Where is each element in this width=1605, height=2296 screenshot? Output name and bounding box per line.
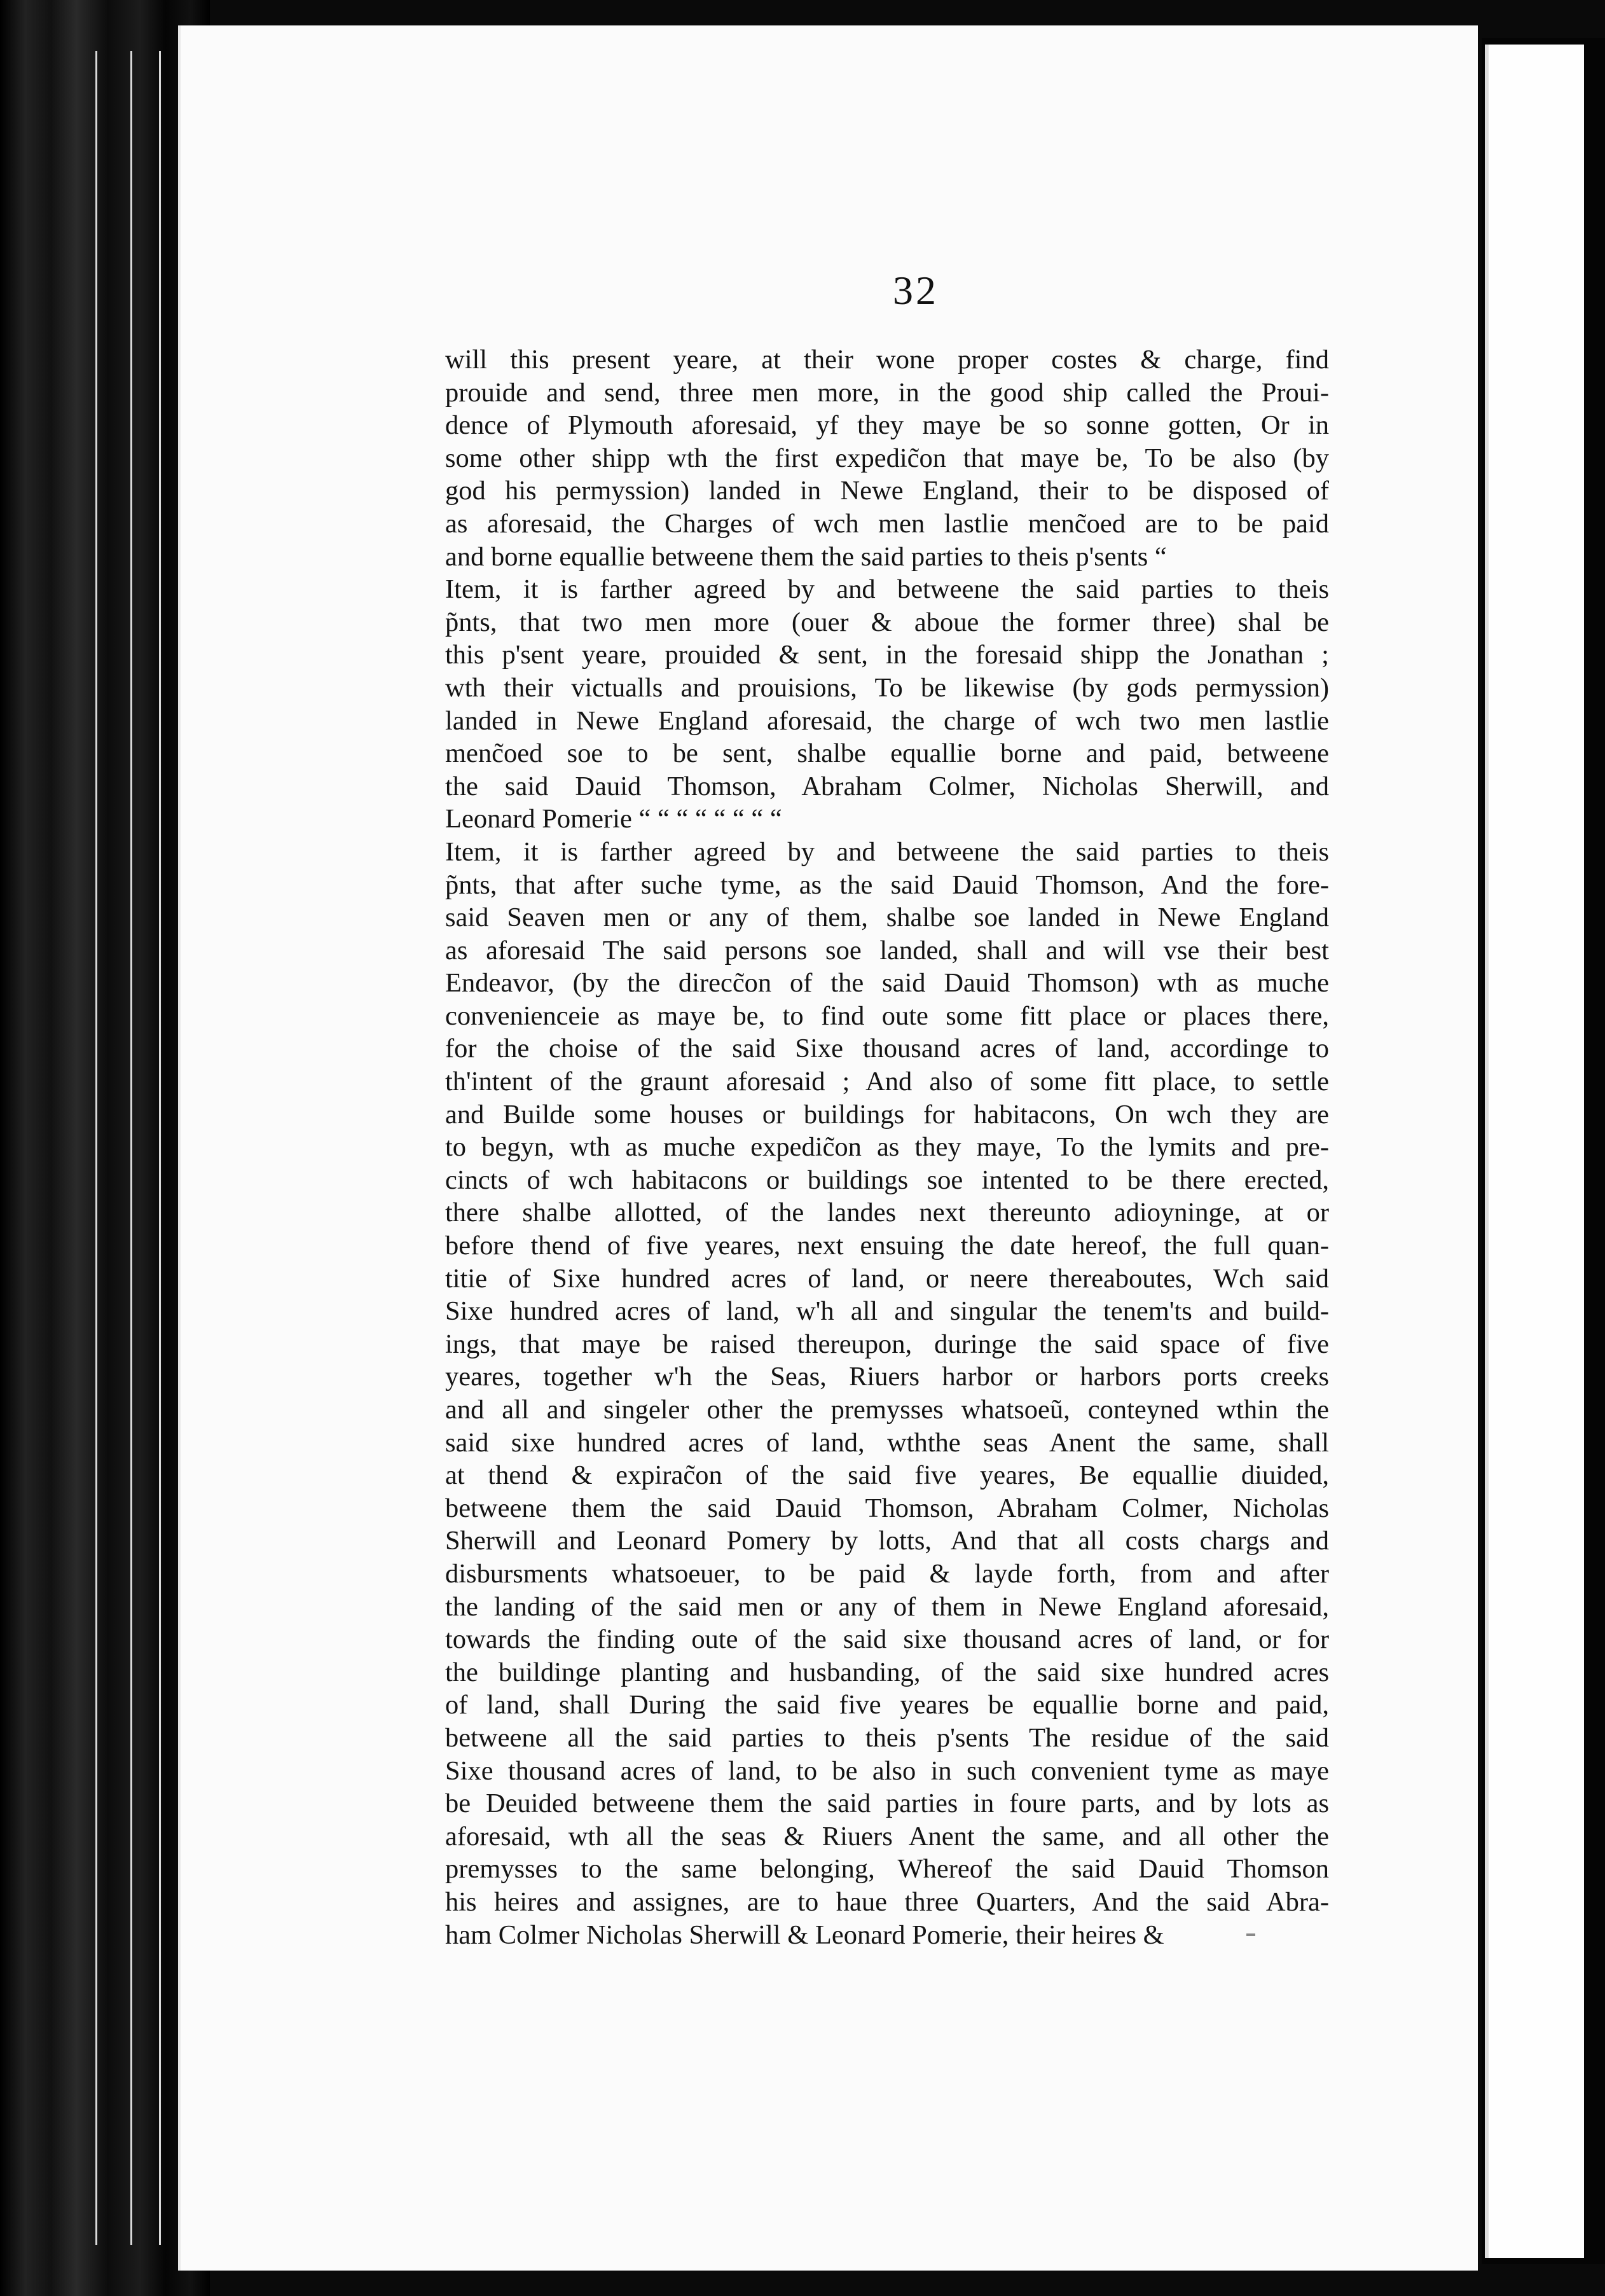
text-line: some other shipp wth the first expedic̃on that maye be, To be also (by — [445, 443, 1329, 473]
text-line: Leonard Pomerie “ “ “ “ “ “ “ “ — [445, 804, 782, 834]
text-line: before thend of five yeares, next ensuing the date hereof, the full quan- — [445, 1231, 1329, 1261]
text-line: and borne equallie betweene them the said parties to theis p'sents “ — [445, 541, 1167, 572]
text-line: Sixe hundred acres of land, w'h all and singular the tenem'ts and build- — [445, 1296, 1329, 1327]
text-line: towards the finding oute of the said sixe thousand acres of land, or for — [445, 1624, 1329, 1655]
text-line: aforesaid, wth all the seas & Riuers Anent the same, and all other the — [445, 1821, 1329, 1851]
text-line: p̃nts, that two men more (ouer & aboue the former three) shal be — [445, 607, 1329, 637]
text-line: will this present yeare, at their wone proper costes & charge, find — [445, 345, 1329, 375]
facing-page-edge — [1485, 45, 1584, 2258]
ink-mark — [1246, 1933, 1255, 1936]
text-line: said sixe hundred acres of land, wththe seas Anent the same, shall — [445, 1427, 1329, 1458]
text-line: of land, shall During the said five yeares be equallie borne and paid, — [445, 1690, 1329, 1720]
text-line: to begyn, wth as muche expedic̃on as they maye, To the lymits and pre- — [445, 1132, 1329, 1163]
text-line: the said Dauid Thomson, Abraham Colmer, Nicholas Sherwill, and — [445, 771, 1329, 801]
text-line: landed in Newe England aforesaid, the charge of wch two men lastlie — [445, 705, 1329, 736]
text-line: menc̃oed soe to be sent, shalbe equallie borne and paid, betweene — [445, 738, 1329, 769]
text-line: dence of Plymouth aforesaid, yf they maye be so sonne gotten, Or in — [445, 410, 1329, 441]
text-line: betweene all the said parties to theis p'sents The residue of the said — [445, 1722, 1329, 1753]
text-line: Item, it is farther agreed by and betweene the said parties to theis — [445, 574, 1329, 605]
page-edge-line — [130, 51, 132, 2245]
text-line: wth their victualls and prouisions, To be likewise (by gods permyssion) — [445, 672, 1329, 703]
body-text — [445, 343, 1329, 1951]
text-line: titie of Sixe hundred acres of land, or neere thereaboutes, Wch said — [445, 1263, 1329, 1294]
text-line: as aforesaid The said persons soe landed, shall and will vse their best — [445, 935, 1329, 965]
text-line: god his permyssion) landed in Newe England, their to be disposed of — [445, 476, 1329, 506]
text-line: the landing of the said men or any of them in Newe England aforesaid, — [445, 1591, 1329, 1622]
text-line: Sixe thousand acres of land, to be also in such convenient tyme as maye — [445, 1755, 1329, 1786]
text-line: p̃nts, that after suche tyme, as the said Dauid Thomson, And the fore- — [445, 869, 1329, 900]
text-line: ham Colmer Nicholas Sherwill & Leonard Pomerie, their heires & — [445, 1919, 1164, 1950]
text-line: his heires and assignes, are to haue three Quarters, And the said Abra- — [445, 1886, 1329, 1917]
text-line: there shalbe allotted, of the landes next thereunto adioyninge, at or — [445, 1198, 1329, 1228]
text-line: ings, that maye be raised thereupon, duringe the said space of five — [445, 1329, 1329, 1359]
page-edge-line — [159, 51, 161, 2245]
text-line: this p'sent yeare, prouided & sent, in the foresaid shipp the Jonathan ; — [445, 640, 1329, 670]
text-line: Sherwill and Leonard Pomery by lotts, And that all costs chargs and — [445, 1526, 1329, 1556]
text-line: th'intent of the graunt aforesaid ; And also of some fitt place, to settle — [445, 1067, 1329, 1097]
text-line: as aforesaid, the Charges of wch men lastlie menc̃oed are to be paid — [445, 508, 1329, 539]
text-line: convenienceie as maye be, to find oute some fitt place or places there, — [445, 1000, 1329, 1031]
page-edge-line — [95, 51, 97, 2245]
text-line: cincts of wch habitacons or buildings soe intented to be there erected, — [445, 1165, 1329, 1195]
text-line: premysses to the same belonging, Whereof the said Dauid Thomson — [445, 1854, 1329, 1885]
text-line: be Deuided betweene them the said parties in foure parts, and by lots as — [445, 1788, 1329, 1819]
text-line: prouide and send, three men more, in the good ship called the Proui- — [445, 377, 1329, 408]
text-line: for the choise of the said Sixe thousand acres of land, accordinge to — [445, 1034, 1329, 1064]
text-line: Item, it is farther agreed by and betweene the said parties to theis — [445, 836, 1329, 867]
text-line: and Builde some houses or buildings for habitacons, On wch they are — [445, 1099, 1329, 1130]
text-line: betweene them the said Dauid Thomson, Abraham Colmer, Nicholas — [445, 1493, 1329, 1523]
text-line: at thend & expirac̃on of the said five yeares, Be equallie diuided, — [445, 1460, 1329, 1491]
text-line: Endeavor, (by the direcc̃on of the said Dauid Thomson) wth as muche — [445, 968, 1329, 999]
page-number: 32 — [893, 268, 939, 313]
text-line: yeares, together w'h the Seas, Riuers harbor or harbors ports creeks — [445, 1362, 1329, 1392]
text-line: said Seaven men or any of them, shalbe soe landed in Newe England — [445, 902, 1329, 933]
text-line: disbursments whatsoeuer, to be paid & layde forth, from and after — [445, 1558, 1329, 1589]
text-line: and all and singeler other the premysses whatsoeũ, conteyned wthin the — [445, 1395, 1329, 1425]
text-line: the buildinge planting and husbanding, of the said sixe hundred acres — [445, 1657, 1329, 1687]
